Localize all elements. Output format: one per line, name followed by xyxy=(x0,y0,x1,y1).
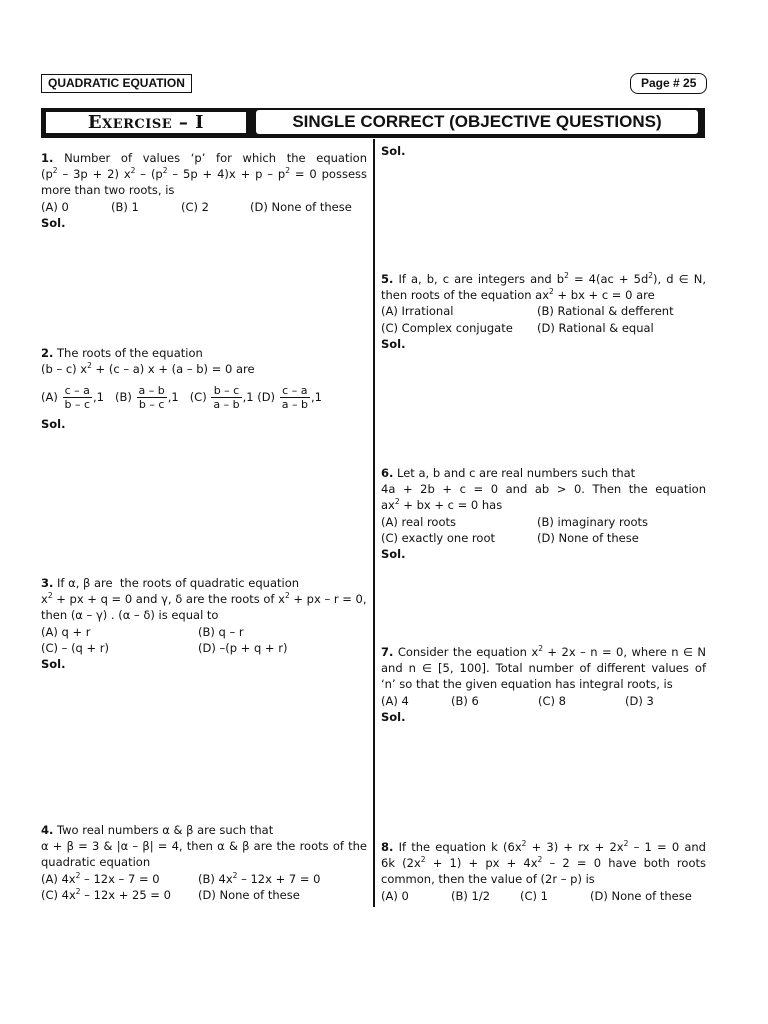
question-8: 8. If the equation k $(6x^2 + 3)$ + rx + $2x^2 - 1 = 0$ and 6k $(2x^2 + 1)$ + px + $4x^2 - 2 = 0$ have both roots common, then the value of (2r – p) is (A) 0 (B) 1/2 (C) 1 (D) None of these xyxy=(381,839,706,903)
chapter-title: QUADRATIC EQUATION xyxy=(41,74,192,93)
question-6: 6. Let a, b and c are real numbers such that 4a + 2b + c = 0 and ab > 0. Then the equation $ax^2$ + bx + c = 0 has (A) real roots (B) imaginary roots (C) exactly one root (D) None of these Sol. xyxy=(381,466,706,562)
exercise-title: Exercise – I xyxy=(46,112,246,133)
solution-label: Sol. xyxy=(381,336,406,351)
page-bottom-margin xyxy=(0,908,768,1024)
solution-label: Sol. xyxy=(381,547,406,562)
page-number: Page # 25 xyxy=(630,73,707,94)
solution-label: Sol. xyxy=(41,215,66,230)
question-type-title: SINGLE CORRECT (OBJECTIVE QUESTIONS) xyxy=(256,110,698,134)
question-5: 5. If a, b, c are integers and $b^2 = 4(ac + 5d^2)$, d ∈ N, then roots of the equation $ax^2$ + bx + c = 0 are (A) Irrational (B) Rational & defferent (C) Complex conjugate (D) Rational & equal Sol. xyxy=(381,271,706,351)
exercise-banner xyxy=(41,108,705,138)
question-4: 4. Two real numbers α & β are such that α + β = 3 & |α – β| = 4, then α & β are the roots of the quadratic equation (A) $4x^2 - 12x - 7 = 0$ (B) $4x^2 - 12x + 7 = 0$ (C) $4x^2 - 12x + 25 = 0$ (D) None of these xyxy=(41,823,367,902)
question-1: 1. Number of values ‘p’ for which the equation $(p^2 - 3p + 2)$ $x^2 - (p^2 - 5p + 4)x + p - p^2 = 0$ possess more than two roots, is (A) 0 (B) 1 (C) 2 (D) None of these Sol. xyxy=(41,151,368,230)
right-column-sol xyxy=(381,143,406,159)
solution-label: Sol. xyxy=(41,657,66,672)
question-2: 2. The roots of the equation (b – c) $x^2 + (c - a) x + (a - b) = 0$ are (A) $\frac{c - a}{b - c}$ ,1 (B) $\frac{a - b}{b - c}$ ,1 (C) $\frac{b - c}{a - b}$ ,1 (D) $\frac{c - a}{a - b}$ ,1 Sol. xyxy=(41,345,367,433)
column-divider xyxy=(373,139,375,907)
solution-label: Sol. xyxy=(381,709,406,724)
question-3: 3. If α, β are the roots of quadratic equation $x^2$ + px + q = 0 and γ, δ are the roots of $x^2$ + px – r = 0, then (α – γ) . (α – δ) is equal to (A) q + r (B) q – r (C) – (q + r) (D) –(p + q + r) Sol. xyxy=(41,576,367,672)
solution-label: Sol. xyxy=(381,144,406,158)
solution-label: Sol. xyxy=(41,417,66,432)
question-7: 7. Consider the equation $x^2 + 2x - n = 0$, where n ∈ N and n ∈ [5, 100]. Total number of different values of ‘n’ so that the given equation has integral roots, is (A) 4 (B) 6 (C) 8 (D) 3 Sol. xyxy=(381,644,706,724)
